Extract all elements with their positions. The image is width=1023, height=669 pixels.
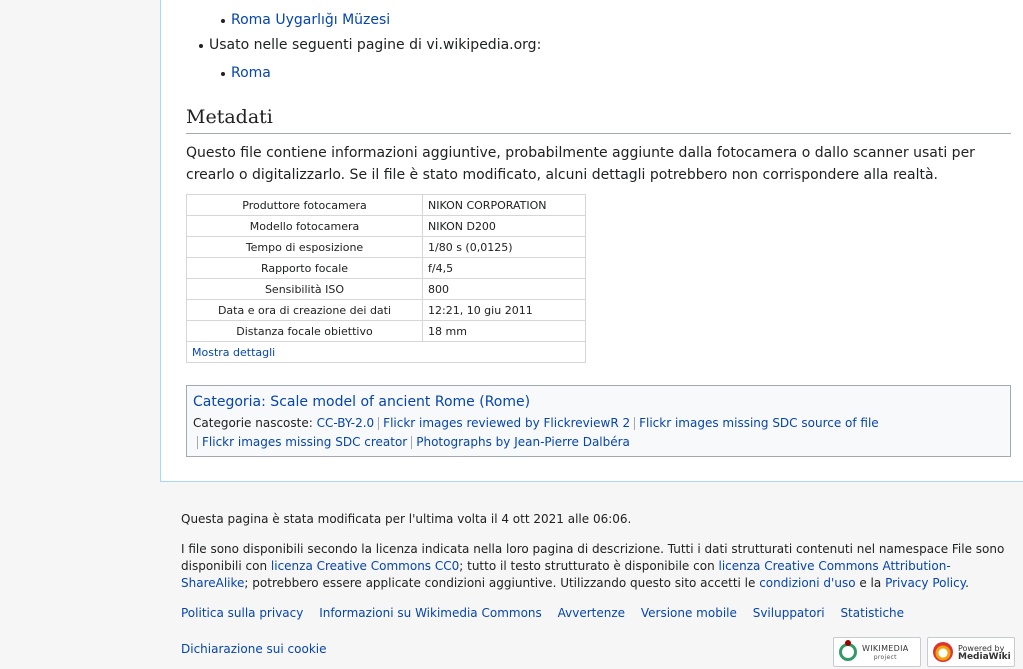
metadata-value: NIKON CORPORATION: [423, 195, 586, 216]
metadata-key: Data e ora di creazione dei dati: [187, 300, 423, 321]
metadata-value: 800: [423, 279, 586, 300]
license-text: ; tutto il testo strutturato è disponibile con: [459, 559, 719, 573]
list-item: [209, 35, 541, 55]
footer-link-cookie[interactable]: Dichiarazione sui cookie: [181, 642, 327, 656]
metadata-key: Sensibilità ISO: [187, 279, 423, 300]
table-row: [187, 300, 586, 321]
license-cc0-link[interactable]: licenza Creative Commons CC0: [270, 559, 460, 573]
hidden-category-link[interactable]: Flickr images missing SDC creator: [202, 435, 408, 449]
metadata-value: NIKON D200: [423, 216, 586, 237]
metadata-table: [186, 194, 586, 363]
table-row: [187, 216, 586, 237]
wikimedia-badge-text: WIKIMEDIA project: [862, 644, 909, 661]
footer-link-about[interactable]: Informazioni su Wikimedia Commons: [319, 606, 542, 620]
footer-link-disclaimers[interactable]: Avvertenze: [557, 606, 626, 620]
metadata-more-cell: [187, 342, 586, 363]
footer-link-privacy[interactable]: Politica sulla privacy: [181, 606, 304, 620]
footer-link-mobile[interactable]: Versione mobile: [640, 606, 737, 620]
hidden-category-link[interactable]: Flickr images missing SDC source of file: [639, 416, 879, 430]
separator: [378, 417, 379, 430]
footer-link-statistics[interactable]: Statistiche: [840, 606, 905, 620]
license-text: .: [965, 576, 969, 590]
footer-links: [181, 606, 916, 620]
table-row: [187, 195, 586, 216]
usage-link-roma-uygarligi[interactable]: Roma Uygarlığı Müzesi: [231, 12, 391, 28]
metadata-value: 18 mm: [423, 321, 586, 342]
metadata-key: Rapporto focale: [187, 258, 423, 279]
show-details-link[interactable]: Mostra dettagli: [192, 345, 276, 359]
separator: [411, 436, 412, 449]
hidden-category-link[interactable]: CC-BY-2.0: [316, 416, 375, 430]
hidden-categories-label: Categorie nascoste:: [193, 416, 313, 430]
content-area: [160, 0, 1023, 482]
metadata-key: Tempo di esposizione: [187, 237, 423, 258]
hidden-categories: [193, 414, 1004, 452]
table-row: [187, 342, 586, 363]
metadata-value: f/4,5: [423, 258, 586, 279]
metadata-key: Distanza focale obiettivo: [187, 321, 423, 342]
category-main-link[interactable]: Categoria: Scale model of ancient Rome (Rome): [193, 394, 531, 410]
table-row: [187, 279, 586, 300]
separator: [634, 417, 635, 430]
license-text: I file sono disponibili secondo la licenza indicata nella loro pagina di descrizione. Tutti i dati strutturati contenuti nel namespace File sono disponibili con: [181, 542, 1005, 573]
terms-of-use-link[interactable]: condizioni d'uso: [759, 576, 856, 590]
license-text: e la: [855, 576, 886, 590]
footer-last-modified: Questa pagina è stata modificata per l'ultima volta il 4 ott 2021 alle 06:06.: [181, 512, 632, 526]
category-links: [186, 385, 1011, 457]
usage-vi-label: Usato nelle seguenti pagine di vi.wikipedia.org:: [209, 37, 542, 53]
mediawiki-badge[interactable]: [927, 637, 1015, 667]
list-item: [231, 63, 271, 83]
privacy-policy-link[interactable]: Privacy Policy: [885, 576, 966, 590]
table-row: [187, 237, 586, 258]
license-text: ; potrebbero essere applicate condizioni aggiuntive. Utilizzando questo sito accetti le: [244, 576, 760, 590]
table-row: [187, 321, 586, 342]
metadata-heading: Metadati: [186, 104, 1011, 134]
mediawiki-badge-text: Powered by MediaWiki: [958, 644, 1011, 662]
footer-link-developers[interactable]: Sviluppatori: [752, 606, 825, 620]
list-item: [231, 10, 390, 30]
metadata-key: Modello fotocamera: [187, 216, 423, 237]
hidden-category-link[interactable]: Flickr images reviewed by FlickreviewR 2: [383, 416, 631, 430]
metadata-value: 12:21, 10 giu 2011: [423, 300, 586, 321]
metadata-value: 1/80 s (0,0125): [423, 237, 586, 258]
metadata-intro: Questo file contiene informazioni aggiuntive, probabilmente aggiunte dalla fotocamera o dallo scanner usati per crearlo o digitalizzarlo. Se il file è stato modificato, alcuni dettagli potrebbero non corrispondere alla realtà.: [186, 145, 975, 183]
separator: [197, 436, 198, 449]
hidden-category-link[interactable]: Photographs by Jean-Pierre Dalbéra: [416, 435, 630, 449]
footer-license: [181, 541, 1009, 592]
table-row: [187, 258, 586, 279]
mediawiki-logo-icon: [933, 642, 953, 662]
wikimedia-badge[interactable]: [833, 637, 921, 667]
usage-link-roma[interactable]: Roma: [231, 65, 271, 81]
wikimedia-logo-icon: [839, 643, 857, 661]
metadata-key: Produttore fotocamera: [187, 195, 423, 216]
license-ccbysa-link[interactable]: licenza Creative Commons Attribution-ShareAlike: [181, 559, 951, 590]
